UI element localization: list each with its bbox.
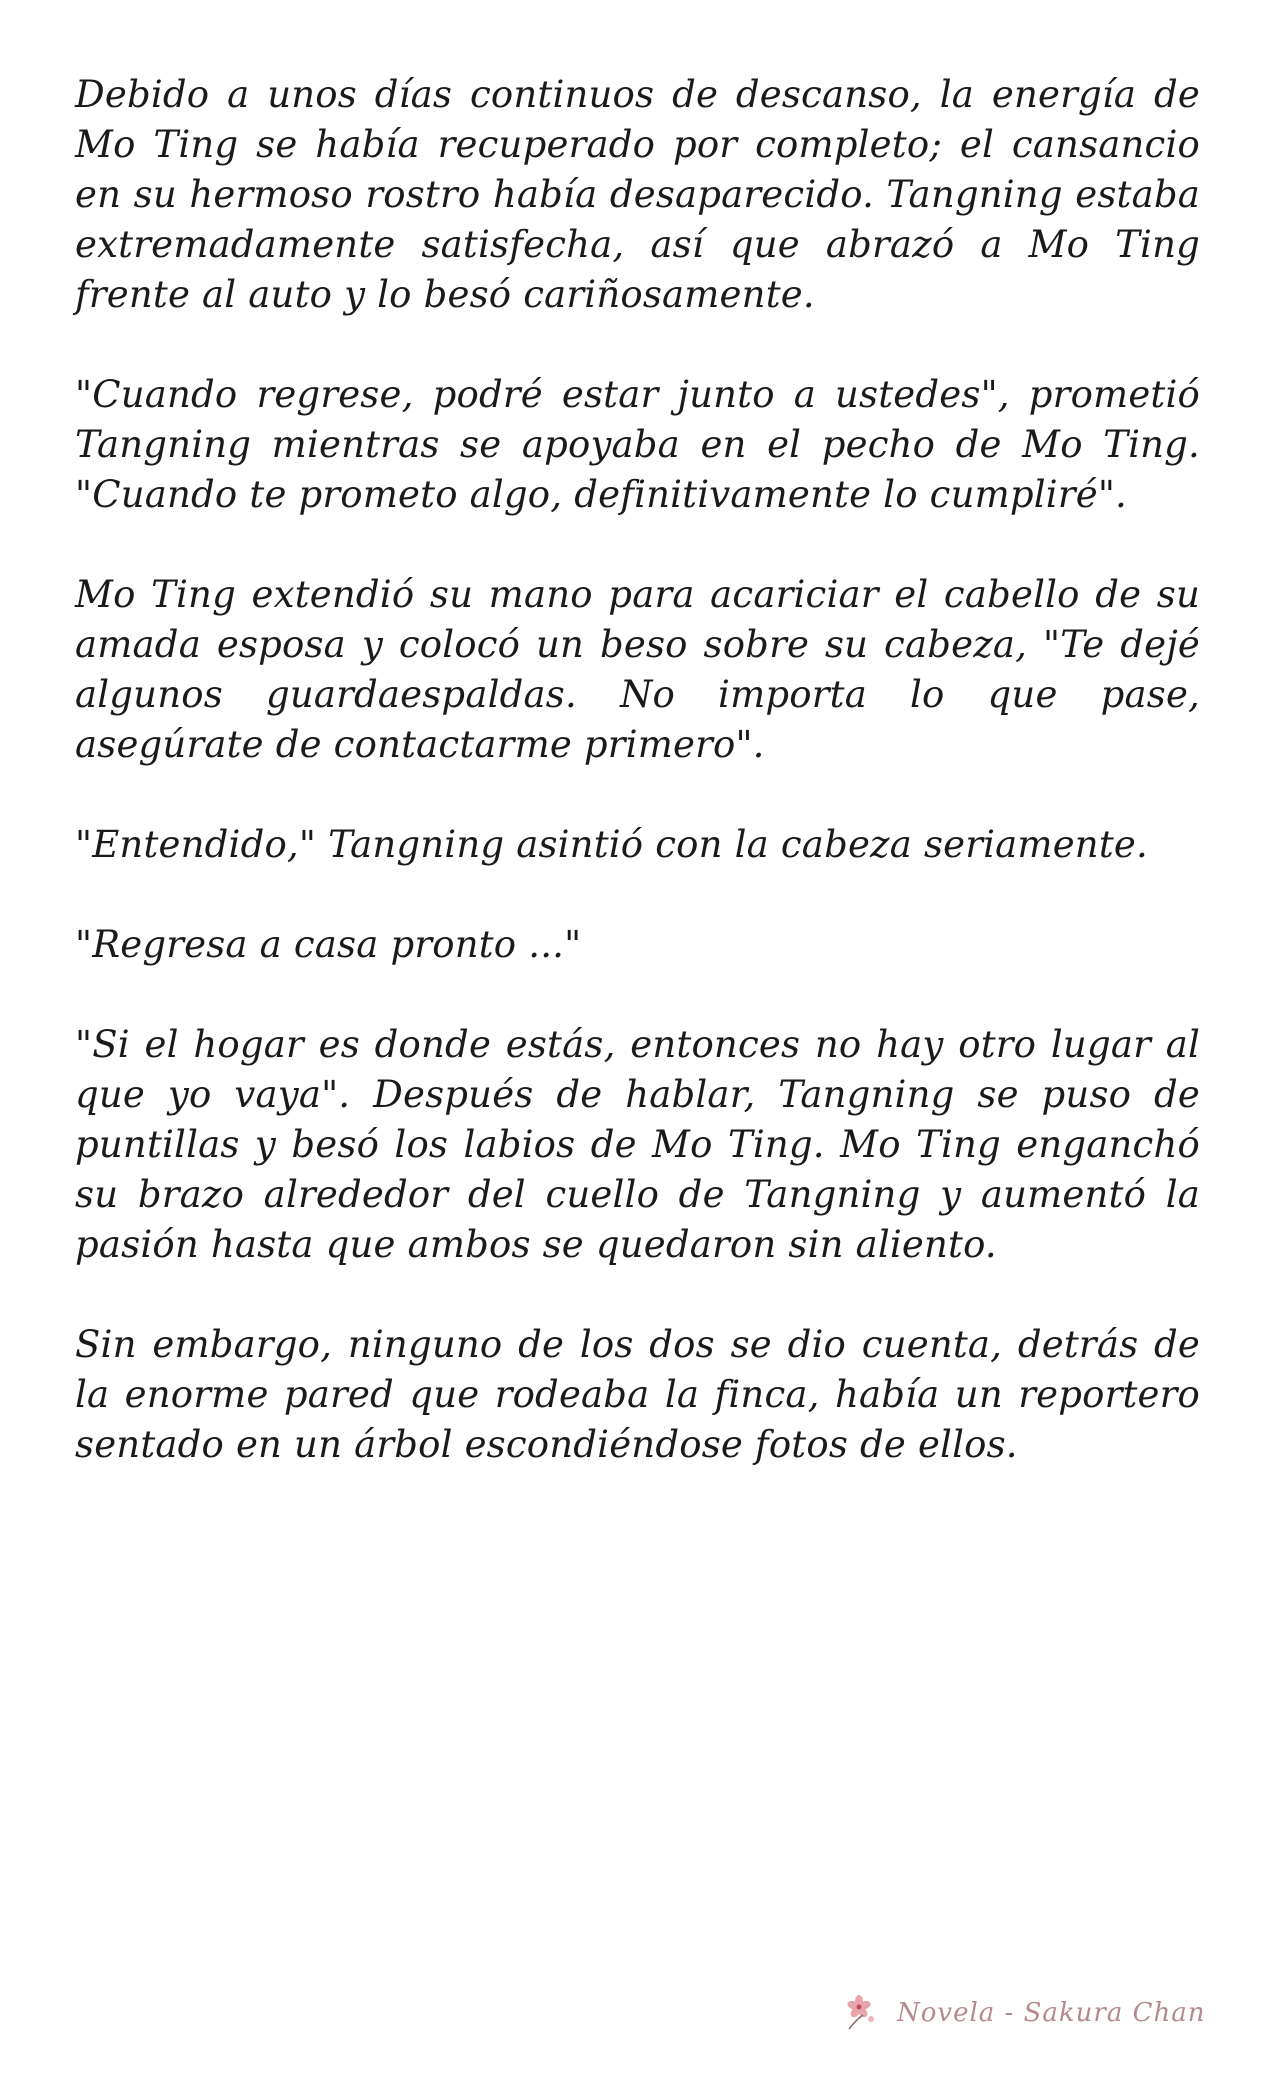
- paragraph: Mo Ting extendió su mano para acariciar el cabello de su amada esposa y colocó un beso sobre su cabeza, "Te dejé algunos guardaespaldas. No importa lo que pase, asegúrate de contactarme primero".: [75, 573, 1200, 766]
- sakura-flower-icon: [843, 1993, 883, 2033]
- paragraph: Debido a unos días continuos de descanso, la energía de Mo Ting se había recuperado por completo; el cansancio en su hermoso rostro había desaparecido. Tangning estaba extremadamente satisfecha, así que abrazó a Mo Ting frente al auto y lo besó cariñosamente.: [75, 73, 1200, 316]
- paragraph: "Regresa a casa pronto ...": [75, 923, 582, 966]
- document-body: [75, 70, 1200, 1520]
- paragraph: "Entendido," Tangning asintió con la cabeza seriamente.: [75, 823, 1148, 866]
- paragraph: "Si el hogar es donde estás, entonces no hay otro lugar al que yo vaya". Después de hablar, Tangning se puso de puntillas y besó los labios de Mo Ting. Mo Ting enganchó su brazo alrededor del cuello de Tangning y aumentó la pasión hasta que ambos se quedaron sin aliento.: [75, 1023, 1200, 1266]
- paragraph: "Cuando regrese, podré estar junto a ustedes", prometió Tangning mientras se apoyaba en el pecho de Mo Ting. "Cuando te prometo algo, definitivamente lo cumpliré".: [75, 373, 1200, 516]
- paragraph: Sin embargo, ninguno de los dos se dio cuenta, detrás de la enorme pared que rodeaba la finca, había un reportero sentado en un árbol escondiéndose fotos de ellos.: [75, 1323, 1200, 1466]
- watermark-text: Novela - Sakura Chan: [897, 1998, 1206, 2028]
- watermark: [843, 1988, 1223, 2038]
